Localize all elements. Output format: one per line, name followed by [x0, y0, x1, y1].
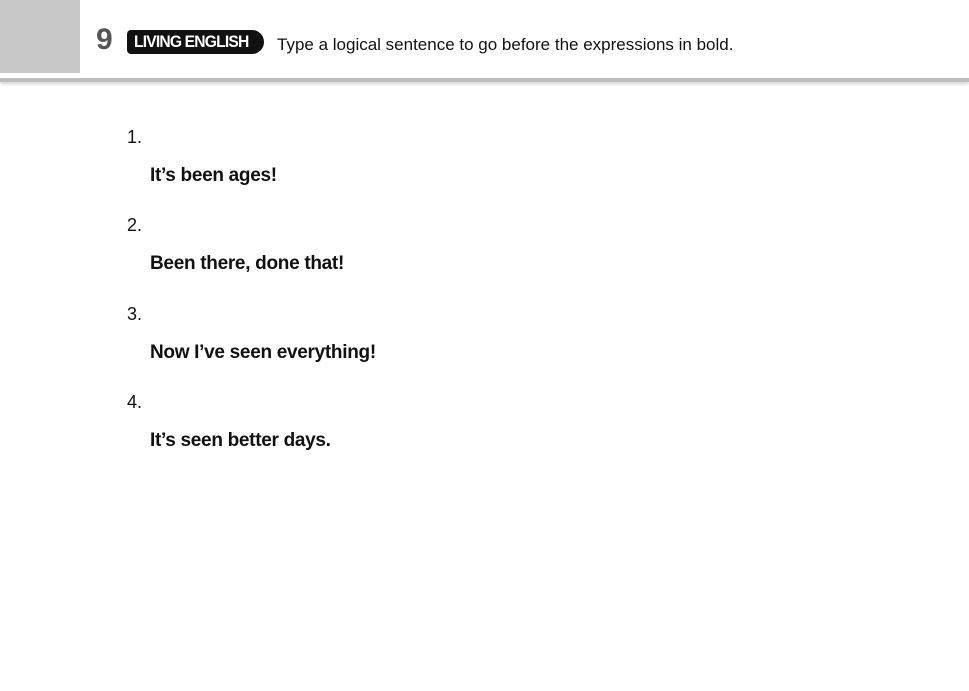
- answer-input-2[interactable]: [150, 214, 750, 236]
- item-number: 3.: [127, 304, 143, 324]
- exercise-number: 9: [96, 23, 113, 56]
- bold-expression: It’s seen better days.: [150, 430, 331, 451]
- bold-expression: Now I’ve seen everything!: [150, 342, 376, 363]
- item-number: 2.: [127, 215, 143, 235]
- badge-label: LIVING ENGLISH: [134, 32, 249, 51]
- header-divider: [0, 78, 969, 82]
- item-number: 4.: [127, 392, 143, 412]
- living-english-badge: [127, 30, 264, 54]
- corner-tab: [0, 0, 80, 73]
- answer-input-4[interactable]: [150, 391, 750, 413]
- bold-expression: Been there, done that!: [150, 253, 344, 274]
- bold-expression: It’s been ages!: [150, 165, 277, 186]
- exercise-header: [0, 0, 969, 80]
- answer-input-1[interactable]: [150, 126, 750, 148]
- item-number: 1.: [127, 127, 143, 147]
- instruction-text: Type a logical sentence to go before the expressions in bold.: [277, 35, 734, 54]
- answer-input-3[interactable]: [150, 303, 750, 325]
